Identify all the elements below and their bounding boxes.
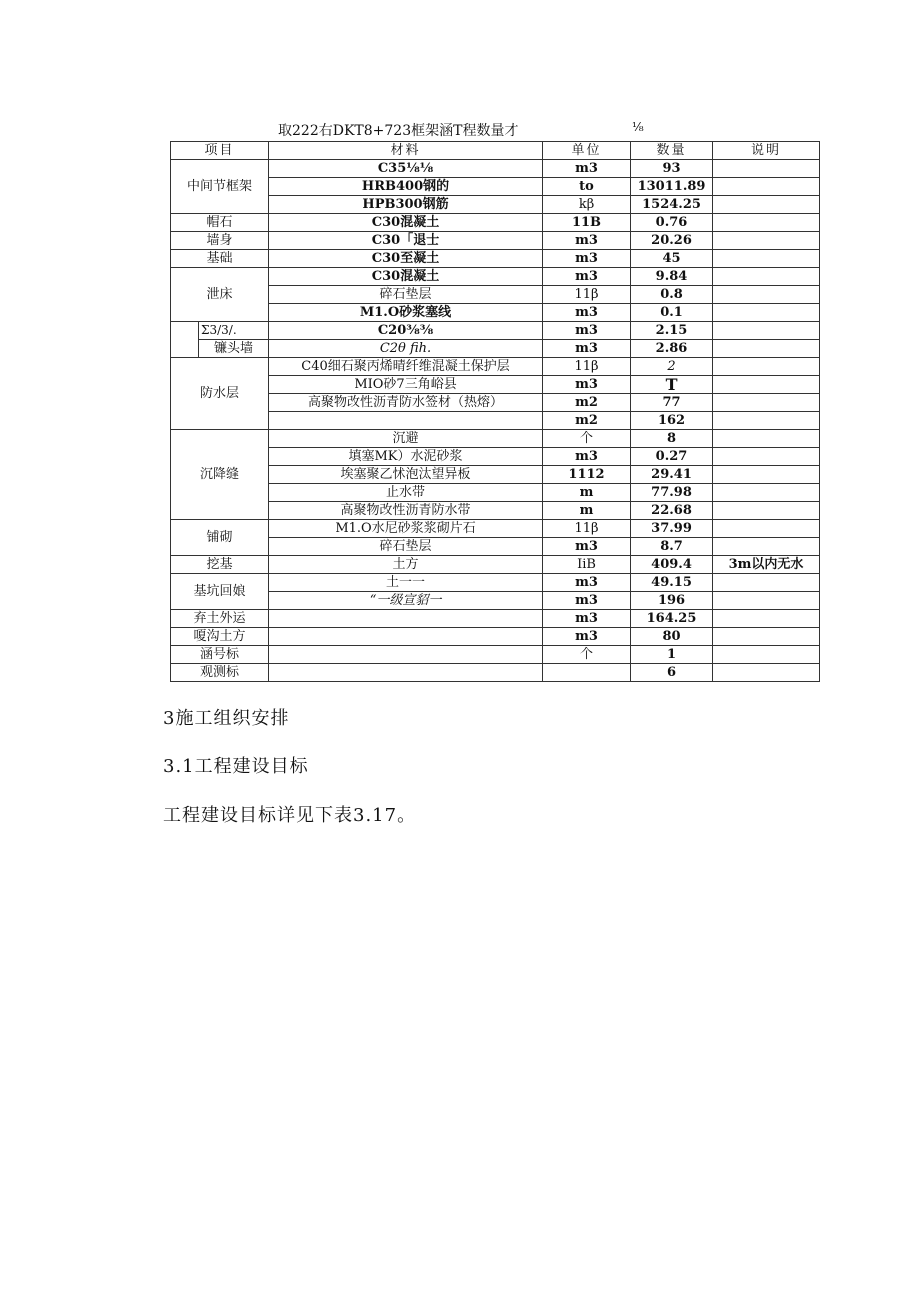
table-row — [171, 160, 820, 178]
note-cell — [713, 412, 820, 430]
note-cell — [713, 178, 820, 196]
table-row — [171, 646, 820, 664]
unit-cell: m3 — [543, 610, 631, 628]
unit-cell: m3 — [543, 376, 631, 394]
material-cell: 填塞MK）水泥砂浆 — [269, 448, 543, 466]
subsection-heading: 3.1工程建设目标 — [163, 756, 309, 777]
header-item: 项目 — [171, 142, 269, 160]
quantity-cell: 8.7 — [631, 538, 713, 556]
note-cell — [713, 520, 820, 538]
material-cell — [269, 646, 543, 664]
quantity-cell: 0.76 — [631, 214, 713, 232]
note-cell — [713, 430, 820, 448]
material-cell: HRB400钢的 — [269, 178, 543, 196]
material-cell: C2θ fih. — [269, 340, 543, 358]
item-cell: 挖基 — [171, 556, 269, 574]
unit-cell: m3 — [543, 160, 631, 178]
table-row — [171, 520, 820, 538]
blank-cell — [171, 322, 199, 358]
item-cell: 中间节框架 — [171, 160, 269, 214]
table-row — [171, 250, 820, 268]
material-cell: 埃塞聚乙怵泡汰望异板 — [269, 466, 543, 484]
quantity-cell: 0.1 — [631, 304, 713, 322]
quantity-cell: 8 — [631, 430, 713, 448]
material-cell: C30至凝土 — [269, 250, 543, 268]
note-cell — [713, 466, 820, 484]
material-cell: 止水带 — [269, 484, 543, 502]
table-row — [171, 358, 820, 376]
material-cell: 碎石垫层 — [269, 538, 543, 556]
note-cell — [713, 340, 820, 358]
note-cell — [713, 232, 820, 250]
note-cell: 3m以内无水 — [713, 556, 820, 574]
material-cell: C30混凝土 — [269, 214, 543, 232]
note-cell — [713, 664, 820, 682]
quantity-cell: 6 — [631, 664, 713, 682]
quantity-cell: 20.26 — [631, 232, 713, 250]
quantity-cell: 1 — [631, 646, 713, 664]
unit-cell: m2 — [543, 412, 631, 430]
unit-cell: kβ — [543, 196, 631, 214]
note-cell — [713, 196, 820, 214]
item-cell: 镰头墙 — [199, 340, 269, 358]
material-cell: MIO砂7三角峪县 — [269, 376, 543, 394]
unit-cell: 11β — [543, 286, 631, 304]
quantity-cell: 45 — [631, 250, 713, 268]
material-cell: C30混凝土 — [269, 268, 543, 286]
unit-cell: m3 — [543, 322, 631, 340]
note-cell — [713, 484, 820, 502]
note-cell — [713, 538, 820, 556]
unit-cell: 个 — [543, 646, 631, 664]
item-cell: 观测标 — [171, 664, 269, 682]
body-paragraph: 工程建设目标详见下表3.17。 — [163, 805, 417, 826]
unit-cell: 11B — [543, 214, 631, 232]
unit-cell: m2 — [543, 394, 631, 412]
material-cell: 土一一 — [269, 574, 543, 592]
table-header-row — [171, 142, 820, 160]
unit-cell: 11β — [543, 358, 631, 376]
section-heading: 3施工组织安排 — [163, 708, 290, 729]
table-row — [171, 574, 820, 592]
header-quantity: 数量 — [631, 142, 713, 160]
material-cell — [269, 412, 543, 430]
table-row — [171, 502, 820, 520]
unit-cell — [543, 664, 631, 682]
unit-cell: to — [543, 178, 631, 196]
material-cell: C30「退士 — [269, 232, 543, 250]
quantity-cell: 196 — [631, 592, 713, 610]
quantity-cell: 162 — [631, 412, 713, 430]
material-cell: M1.O水尼砂浆浆砌片石 — [269, 520, 543, 538]
quantity-cell: 37.99 — [631, 520, 713, 538]
item-cell: 帽石 — [171, 214, 269, 232]
quantity-cell: 77 — [631, 394, 713, 412]
material-cell: “一级宣貂一 — [269, 592, 543, 610]
unit-cell: m3 — [543, 574, 631, 592]
table-row — [171, 394, 820, 412]
table-row — [171, 286, 820, 304]
material-cell: C35⅛⅛ — [269, 160, 543, 178]
note-cell — [713, 160, 820, 178]
note-cell — [713, 304, 820, 322]
table-caption: 取222右DKT8+723框架涵T程数量才 — [278, 123, 519, 139]
material-cell: C40细石聚丙烯晴纤维混凝土保护层 — [269, 358, 543, 376]
note-cell — [713, 574, 820, 592]
item-cell: 墙身 — [171, 232, 269, 250]
quantity-cell: 9.84 — [631, 268, 713, 286]
sub-item-cell: Σ3/3/. — [199, 322, 269, 340]
table-row — [171, 322, 820, 340]
caption-note: ⅛ — [632, 120, 644, 134]
header-material: 材料 — [269, 142, 543, 160]
table-row — [171, 592, 820, 610]
table-row — [171, 610, 820, 628]
table-row — [171, 214, 820, 232]
material-cell: 碎石垫层 — [269, 286, 543, 304]
material-cell: 高聚物改性沥青防水带 — [269, 502, 543, 520]
unit-cell: m3 — [543, 250, 631, 268]
unit-cell: 11β — [543, 520, 631, 538]
unit-cell: m3 — [543, 304, 631, 322]
quantity-cell: 2 — [631, 358, 713, 376]
header-unit: 单位 — [543, 142, 631, 160]
table-row — [171, 196, 820, 214]
table-row — [171, 376, 820, 394]
unit-cell: m3 — [543, 340, 631, 358]
table-row — [171, 448, 820, 466]
note-cell — [713, 214, 820, 232]
unit-cell: 个 — [543, 430, 631, 448]
quantity-cell: 1524.25 — [631, 196, 713, 214]
quantity-cell: 80 — [631, 628, 713, 646]
material-cell: 沉避 — [269, 430, 543, 448]
item-cell: 沉降缝 — [171, 430, 269, 520]
quantity-cell: 409.4 — [631, 556, 713, 574]
table-row — [171, 664, 820, 682]
table-row — [171, 556, 820, 574]
table-row — [171, 178, 820, 196]
table-row — [171, 232, 820, 250]
quantity-cell: 0.27 — [631, 448, 713, 466]
material-cell: C20⅜⅜ — [269, 322, 543, 340]
item-cell: 基础 — [171, 250, 269, 268]
note-cell — [713, 358, 820, 376]
note-cell — [713, 250, 820, 268]
unit-cell: m3 — [543, 628, 631, 646]
material-cell — [269, 664, 543, 682]
quantity-cell: 22.68 — [631, 502, 713, 520]
table-row — [171, 304, 820, 322]
quantity-cell: 13011.89 — [631, 178, 713, 196]
quantity-cell: 2.86 — [631, 340, 713, 358]
note-cell — [713, 592, 820, 610]
table-row — [171, 412, 820, 430]
quantity-cell: 0.8 — [631, 286, 713, 304]
item-cell: 嗄沟土方 — [171, 628, 269, 646]
unit-cell: m3 — [543, 268, 631, 286]
note-cell — [713, 646, 820, 664]
table-row — [171, 340, 820, 358]
header-note: 说明 — [713, 142, 820, 160]
note-cell — [713, 610, 820, 628]
quantity-cell: 49.15 — [631, 574, 713, 592]
unit-cell: m3 — [543, 592, 631, 610]
item-cell: 铺砌 — [171, 520, 269, 556]
quantity-cell: 2.15 — [631, 322, 713, 340]
table-row — [171, 466, 820, 484]
material-cell — [269, 610, 543, 628]
item-cell: 弃土外运 — [171, 610, 269, 628]
item-cell: 防水层 — [171, 358, 269, 430]
material-cell — [269, 628, 543, 646]
quantity-cell: T — [631, 376, 713, 394]
unit-cell: m — [543, 502, 631, 520]
table-row — [171, 430, 820, 448]
material-cell: HPB300钢筋 — [269, 196, 543, 214]
table-row — [171, 538, 820, 556]
quantity-cell: 93 — [631, 160, 713, 178]
note-cell — [713, 448, 820, 466]
unit-cell: m3 — [543, 448, 631, 466]
unit-cell: 1112 — [543, 466, 631, 484]
unit-cell: m — [543, 484, 631, 502]
quantity-cell: 77.98 — [631, 484, 713, 502]
note-cell — [713, 322, 820, 340]
material-cell: 土方 — [269, 556, 543, 574]
table-row — [171, 268, 820, 286]
table-row — [171, 484, 820, 502]
unit-cell: IiB — [543, 556, 631, 574]
material-cell: 高聚物改性沥青防水签材（热熔） — [269, 394, 543, 412]
quantity-table — [170, 141, 820, 682]
note-cell — [713, 376, 820, 394]
unit-cell: m3 — [543, 232, 631, 250]
item-cell: 泄床 — [171, 268, 269, 322]
item-cell: 涵号标 — [171, 646, 269, 664]
quantity-cell: 29.41 — [631, 466, 713, 484]
item-cell: 基坑回娘 — [171, 574, 269, 610]
table-row — [171, 628, 820, 646]
note-cell — [713, 502, 820, 520]
material-cell: M1.O砂浆塞线 — [269, 304, 543, 322]
note-cell — [713, 628, 820, 646]
note-cell — [713, 268, 820, 286]
quantity-cell: 164.25 — [631, 610, 713, 628]
note-cell — [713, 286, 820, 304]
unit-cell: m3 — [543, 538, 631, 556]
note-cell — [713, 394, 820, 412]
